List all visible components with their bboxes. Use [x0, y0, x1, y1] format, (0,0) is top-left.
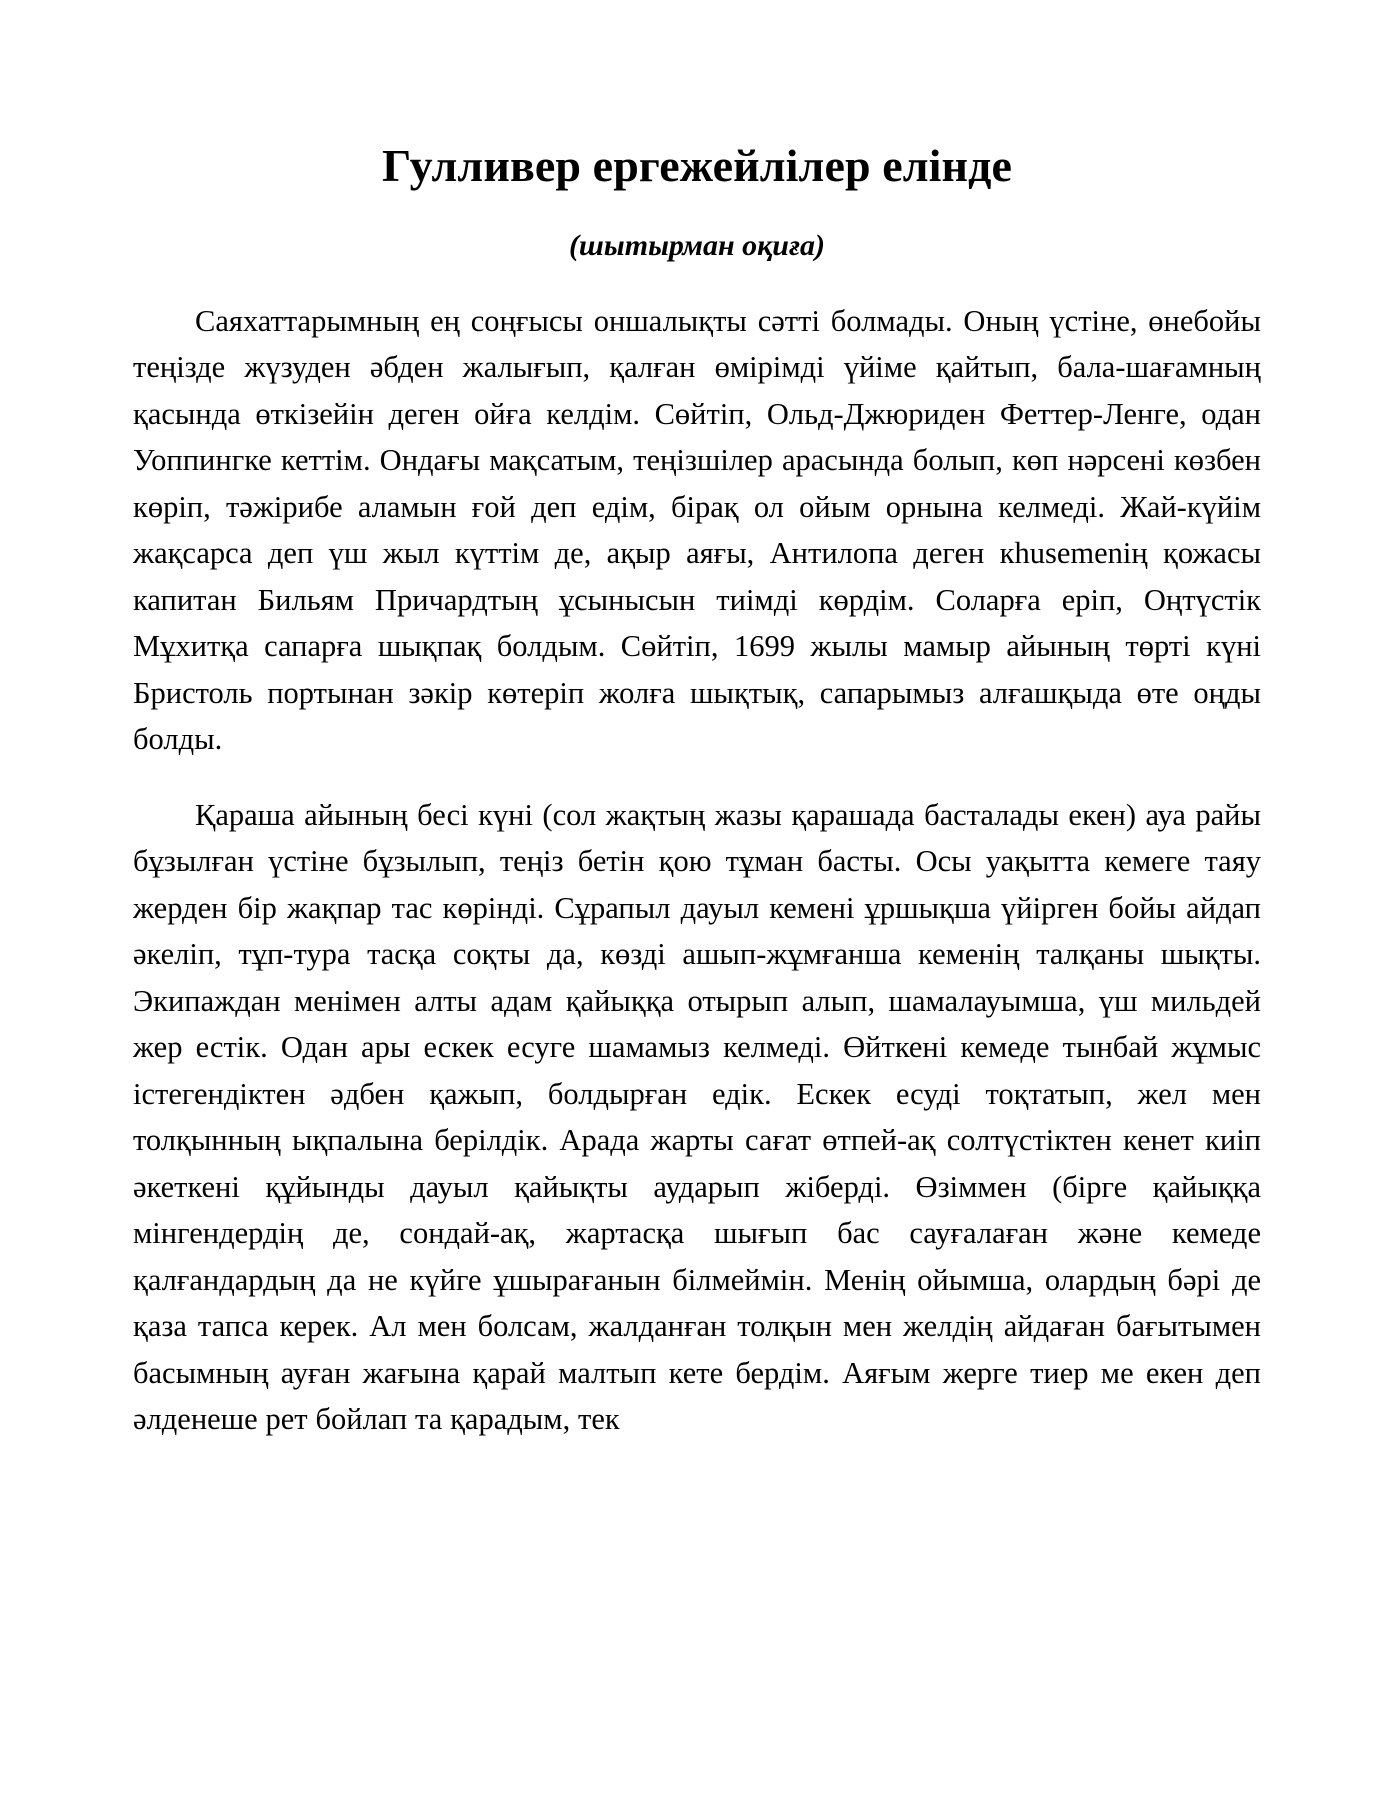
paragraph: Қараша айының бесі күні (сол жақтың жазы қарашада басталады екен) ауа райы бұзылған үстіне бұзылып, теңіз бетін қою тұман басты. Осы уақытта кемеге таяу жерден бір жақпар тас көрінді. Сұрапыл дауыл кемені ұршықша үйірген бойы айдап әкеліп, тұп-тура тасқа соқты да, көзді ашып-жұмғанша кеменің талқаны шықты. Экипаждан менімен алты адам қайыққа отырып алып, шамалауымша, үш мильдей жер естік. Одан ары ескек есуге шамамыз келмеді. Өйткені кемеде тынбай жұмыс істегендіктен әдбен қажып, болдырған едік. Ескек есуді тоқтатып, жел мен толқынның ықпалына берілдік. Арада жарты сағат өтпей-ақ солтүстіктен кенет киіп әкеткені құйынды дауыл қайықты аударып жіберді. Өзіммен (бірге қайыққа мінгендердің де, сондай-ақ, жартасқа шығып бас сауғалаған және кемеде қалғандардың да не күйге ұшырағанын білмеймін. Менің ойымша, олардың бәрі де қаза тапса керек. Ал мен болсам, жалданған толқын мен желдің айдаған бағытымен басымның ауған жағына қарай малтып кете бердім. Аяғым жерге тиер ме екен деп әлденеше рет бойлап та қарадым, тек — [133, 797, 1261, 1437]
page-title: Гулливер ергежейлілер елінде — [381, 140, 1013, 191]
page-subtitle: (шытырман оқиға) — [568, 228, 826, 262]
body-text — [133, 264, 1261, 1443]
document-content — [133, 0, 1261, 1443]
paragraph: Саяхаттарымның ең соңғысы оншалықты сәтті болмады. Оның үстіне, өнебойы теңізде жүзуден әбден жалығып, қалған өмірімді үйіме қайтып, бала-шағамның қасында өткізейін деген ойға келдім. Сөйтіп, Ольд-Джюриден Феттер-Ленге, одан Уоппингке кеттім. Ондағы мақсатым, теңізшілер арасында болып, көп нәрсені көзбен көріп, тәжірибе аламын ғой деп едім, бірақ ол ойым орнына келмеді. Жай-күйім жақсарса деп үш жыл күттім де, ақыр аяғы, Антилопа деген кhusemenің қожасы капитан Бильям Причардтың ұсынысын тиімді көрдім. Соларға еріп, Оңтүстік Мұхитқа сапарға шықпақ болдым. Сөйтіп, 1699 жылы мамыр айының төрті күні Бристоль портынан зәкір көтеріп жолға шықтық, сапарымыз алғашқыда өте оңды болды. — [133, 303, 1261, 757]
